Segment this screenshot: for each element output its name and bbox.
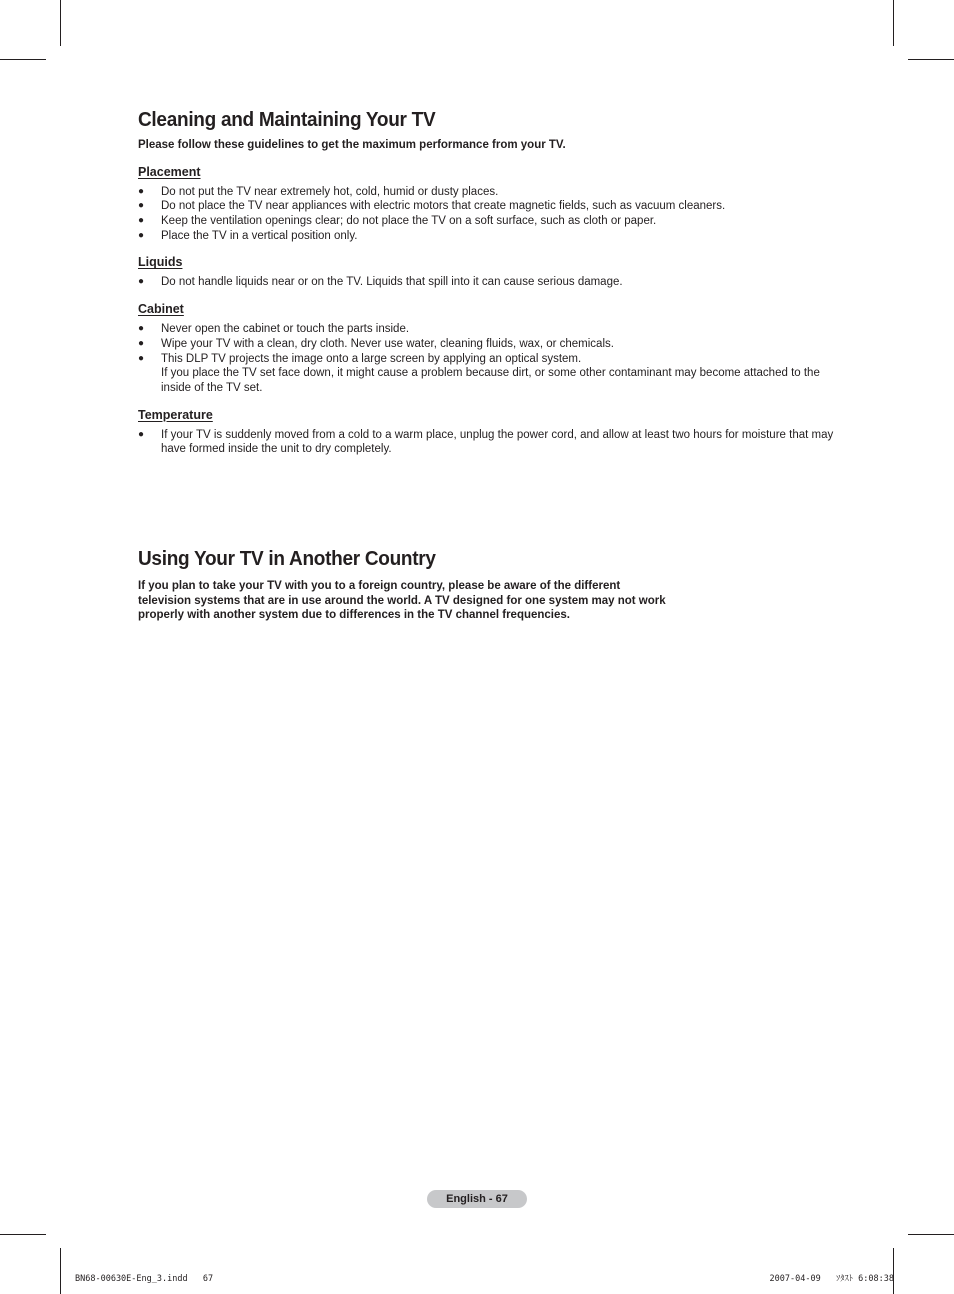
bullet-icon: ● bbox=[138, 215, 145, 226]
section-title-another-country: Using Your TV in Another Country bbox=[138, 548, 436, 570]
list-item: ● Place the TV in a vertical position only. bbox=[138, 229, 358, 242]
crop-mark bbox=[60, 1248, 61, 1294]
list-item: ● This DLP TV projects the image onto a large screen by applying an optical system. If you place the TV set face down, it might cause a problem because dirt, or some other contaminant may become attached to the inside of the TV set. bbox=[138, 352, 838, 396]
subsection-heading-temperature: Temperature bbox=[138, 407, 213, 422]
another-country-section bbox=[138, 545, 698, 623]
bullet-icon: ● bbox=[138, 229, 145, 241]
slug-filename: BN68-00630E-Eng_3.indd 67 bbox=[75, 1274, 214, 1284]
bullet-icon: ● bbox=[138, 428, 145, 440]
list-item: ● Never open the cabinet or touch the parts inside. bbox=[138, 323, 410, 336]
section-title-cleaning: Cleaning and Maintaining Your TV bbox=[138, 109, 436, 131]
list-item: ● If your TV is suddenly moved from a cold to a warm place, unplug the power cord, and allow at least two hours for moisture that may have formed inside the unit to dry completely. bbox=[138, 428, 834, 456]
crop-mark bbox=[908, 59, 954, 60]
crop-mark bbox=[60, 0, 61, 46]
bullet-icon: ● bbox=[138, 352, 145, 364]
list-item: ● Wipe your TV with a clean, dry cloth. Never use water, cleaning fluids, wax, or chemicals. bbox=[138, 337, 614, 350]
list-item: ● Do not place the TV near appliances with electric motors that create magnetic fields, such as vacuum cleaners. bbox=[138, 200, 726, 213]
bullet-icon: ● bbox=[138, 323, 145, 335]
subsection-heading-placement: Placement bbox=[138, 164, 201, 179]
list-item: ● Do not handle liquids near or on the TV. Liquids that spill into it can cause serious damage. bbox=[138, 276, 623, 289]
bullet-icon: ● bbox=[138, 185, 145, 197]
crop-mark bbox=[908, 1234, 954, 1235]
bullet-icon: ● bbox=[138, 200, 145, 212]
crop-mark bbox=[0, 1234, 46, 1235]
subsection-liquids bbox=[138, 243, 838, 290]
subsection-cabinet bbox=[138, 290, 838, 396]
list-item: ● Do not put the TV near extremely hot, cold, humid or dusty places. bbox=[138, 185, 499, 198]
bullet-list-placement bbox=[138, 185, 838, 244]
page-number-badge: English - 67 bbox=[427, 1190, 527, 1208]
subsection-heading-cabinet: Cabinet bbox=[138, 302, 184, 317]
bullet-icon: ● bbox=[138, 276, 145, 288]
list-item-note: If you place the TV set face down, it might cause a problem because dirt, or some other contaminant may become attached to the inside of the TV set. bbox=[161, 367, 820, 394]
crop-mark bbox=[893, 0, 894, 46]
subsection-temperature bbox=[138, 396, 838, 457]
crop-mark bbox=[0, 59, 46, 60]
subsection-heading-liquids: Liquids bbox=[138, 255, 183, 270]
section-lead-another-country: If you plan to take your TV with you to a foreign country, please be aware of the different television systems that are in use around the world. A TV designed for one system may not work properly with another system due to differences in the TV channel frequencies. bbox=[138, 580, 666, 622]
slug-timestamp: 2007-04-09 ｿﾀｽﾄ 6:08:38 bbox=[769, 1274, 894, 1284]
cleaning-section bbox=[138, 106, 838, 457]
section-lead-cleaning: Please follow these guidelines to get the maximum performance from your TV. bbox=[138, 139, 566, 151]
subsection-placement bbox=[138, 153, 838, 244]
crop-mark bbox=[893, 1248, 894, 1294]
bullet-icon: ● bbox=[138, 337, 145, 349]
list-item: ● Keep the ventilation openings clear; do not place the TV on a soft surface, such as cloth or paper. bbox=[138, 215, 657, 227]
bullet-list-temperature bbox=[138, 428, 838, 457]
bullet-list-cabinet bbox=[138, 322, 838, 396]
bullet-list-liquids bbox=[138, 275, 838, 290]
